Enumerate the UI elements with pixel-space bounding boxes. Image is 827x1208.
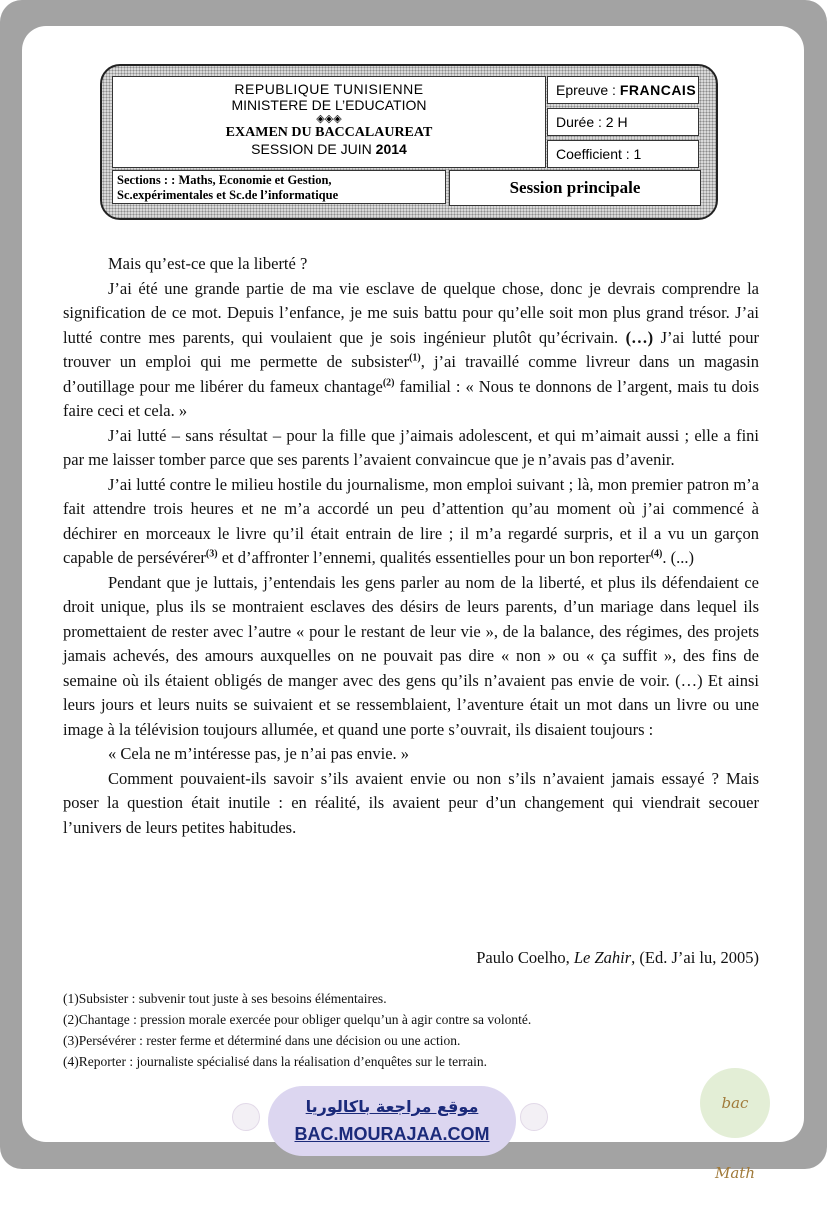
paragraph-4-a: J’ai lutté contre le milieu hostile du journalisme, mon emploi suivant ; là, mon premier patron m’a fait attendre trois heures et ne m’a accordé un peu d’attention qu’au moment où j’ai commencé à déchirer en morceaux le livre qu’il était entrain de lire ; il m’a regardé surpris, et il a vu un garçon capable de persévérer [63, 474, 759, 567]
exam-title: EXAMEN DU BACCALAUREAT [225, 125, 433, 140]
session-prefix: SESSION DE JUIN [251, 141, 372, 157]
bac-math-badge: bac Math [700, 1068, 770, 1138]
paragraph-6: « Cela ne m’intéresse pas, je n’ai pas envie. » [108, 744, 410, 763]
passage-text [63, 252, 759, 840]
footnote-1: (1)Subsister : subvenir tout juste à ses besoins élémentaires. [63, 991, 387, 1006]
paragraph-2 [63, 277, 759, 424]
site-logo-right-icon [520, 1103, 548, 1131]
sections-line-1: Sections : : Maths, Economie et Gestion, [117, 173, 332, 187]
epreuve-cell [547, 76, 699, 104]
footnote-ref-4: (4) [650, 548, 663, 560]
header-info-box [547, 76, 699, 172]
session-type: Session principale [449, 170, 701, 206]
footnote-ref-1: (1) [409, 352, 421, 364]
citation-edition: , (Ed. J’ai lu, 2005) [631, 948, 759, 967]
paragraph-2-e: familial : « Nous te donnons de l’argent, mais tu dois faire ceci et cela. » [63, 376, 759, 420]
duree-cell: Durée : 2 H [547, 108, 699, 136]
epreuve-value: FRANCAIS [619, 82, 697, 98]
exam-header [100, 64, 718, 220]
diamonds-ornament: ◈◈◈ [316, 113, 342, 125]
session-year: 2014 [375, 141, 407, 157]
sections-box [112, 170, 446, 204]
footnote-3: (3)Persévérer : rester ferme et déterminé dans une décision ou une action. [63, 1033, 461, 1048]
paragraph-2-a: J’ai été une grande partie de ma vie esclave de quelque chose, donc je devrais comprendre la signification de ce mot. Depuis l’enfance, je me suis battu pour qu’elle soit mon plus grand trésor. J’ai lutté contre mes parents, qui voulaient que je sois ingénieur plutôt qu’écrivain. [63, 278, 759, 347]
coefficient-cell: Coefficient : 1 [547, 140, 699, 168]
site-arabic-link[interactable]: موقع مراجعة باكالوريا [305, 1097, 479, 1116]
paragraph-4-b: et d’affronter l’ennemi, qualités essentielles pour un bon reporter [217, 548, 651, 567]
site-url-link[interactable]: BAC.MOURAJAA.COM [294, 1124, 490, 1144]
citation-title: Le Zahir [573, 948, 632, 967]
sections-line-2: Sc.expérimentales et Sc.de l’informatique [117, 188, 339, 202]
paragraph-2-c: J’ai lutté pour trouver un emploi qui me permette de subsister [63, 327, 759, 371]
footnote-2: (2)Chantage : pression morale exercée pour obliger quelqu’un à agir contre sa volonté. [63, 1012, 532, 1027]
epreuve-label: Epreuve : [556, 82, 616, 98]
paragraph-4 [63, 473, 759, 571]
header-ministry-box [112, 76, 546, 168]
ministry-label: MINISTERE DE L’EDUCATION [231, 97, 427, 113]
session-label [113, 141, 545, 157]
paragraph-1: Mais qu’est-ce que la liberté ? [108, 254, 308, 273]
paragraph-4-c: . (...) [662, 548, 695, 567]
paragraph-3: J’ai lutté – sans résultat – pour la fille que j’aimais adolescent, et qui m’aimait aussi ; elle a fini par me laisser tomber parce que ses parents l’avaient convaincue que je n’avais pas d’avenir. [63, 425, 759, 469]
footnote-ref-3: (3) [205, 548, 218, 560]
site-logo-left-icon [232, 1103, 260, 1131]
paragraph-7: Comment pouvaient-ils savoir s’ils avaient envie ou non s’ils n’avaient jamais essayé ? Mais poser la question était inutile : en réalité, ils avaient peur d’un changement qui viendrait secouer l’univers de leurs petites habitudes. [63, 768, 759, 837]
footnotes [63, 988, 763, 1072]
paragraph-2-d: , j’ai travaillé comme livreur dans un magasin d’outillage pour me libérer du fameux chantage [63, 352, 759, 396]
source-citation [476, 948, 759, 968]
ellipsis-bold: (…) [625, 327, 654, 347]
republic-label: REPUBLIQUE TUNISIENNE [234, 81, 424, 97]
footnote-ref-2: (2) [382, 377, 395, 388]
citation-author: Paulo Coelho, [476, 948, 570, 967]
paragraph-5: Pendant que je luttais, j’entendais les gens parler au nom de la liberté, et plus ils défendaient ce droit unique, plus ils se montraient esclaves des désirs de leurs parents, d’un mariage dans lequel ils promettaient de rester avec l’autre « pour le restant de leur vie », de la balance, des régimes, des projets jamais achevés, des amours auxquelles on ne pouvait pas dire « non » ou « ça suffit », des fins de semaine où ils étaient obligés de manger avec des gens qu’ils n’avaient pas envie de voir. (…) Et ainsi leurs jours et leurs nuits se suivaient et se ressemblaient, l’aventure était un mot dans un livre ou une image à la télévision toujours allumée, et quand une porte s’ouvrait, ils disaient toujours : [63, 572, 759, 739]
footnote-4: (4)Reporter : journaliste spécialisé dans la réalisation d’enquêtes sur le terrain. [63, 1054, 487, 1069]
